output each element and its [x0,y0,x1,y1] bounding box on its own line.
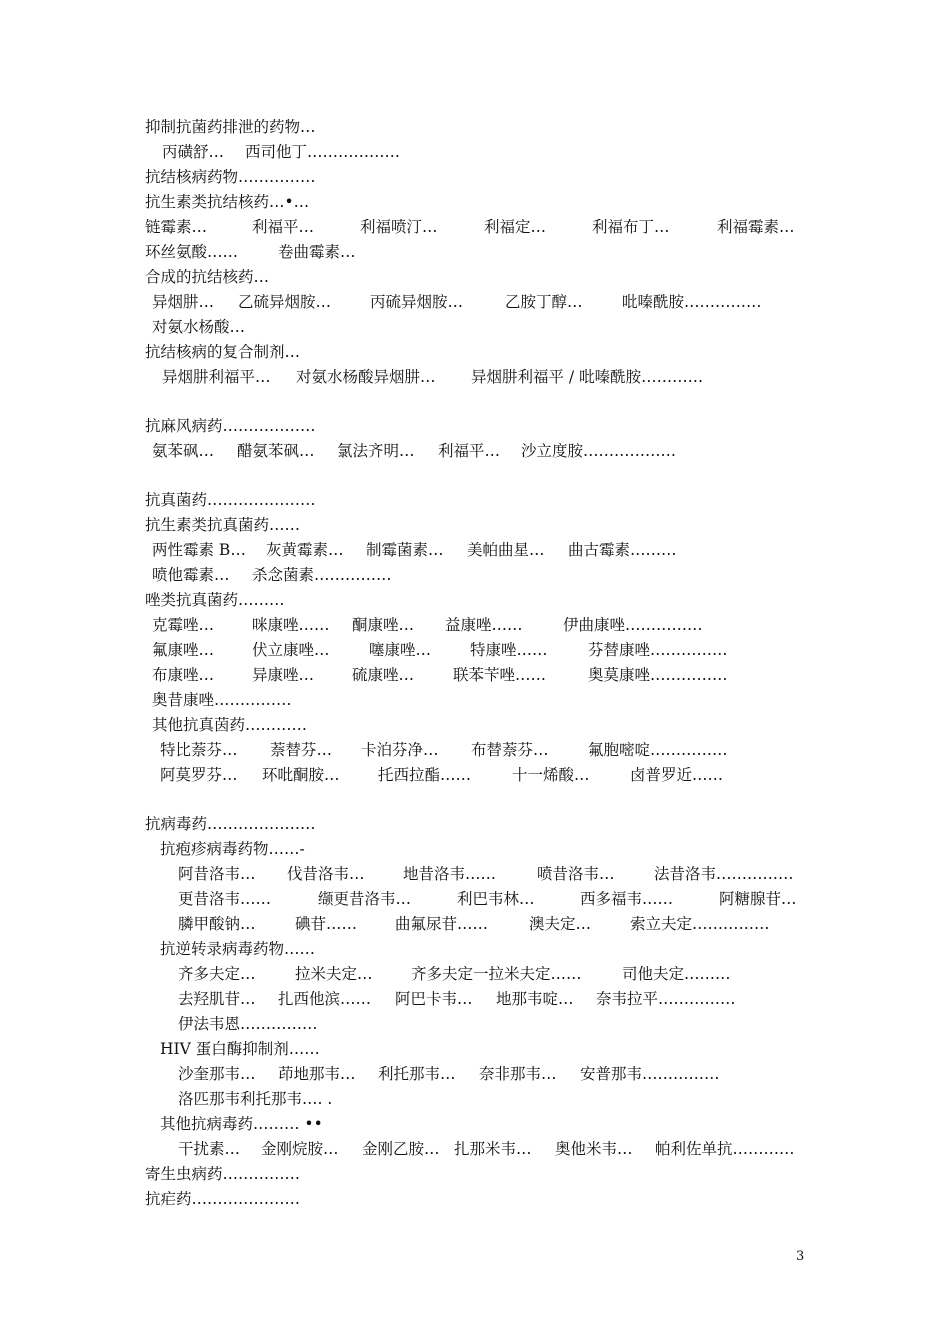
drug-item: 噻康唑… [369,641,432,659]
entry-line [0,664,950,686]
drug-item: 伐昔洛韦… [287,865,365,883]
drug-item: 利福喷汀… [360,218,438,236]
drug-item: 抗逆转录病毒药物…… [160,940,316,958]
section-heading [0,166,950,188]
drug-item: 缬更昔洛韦… [318,890,412,908]
drug-item: 异烟肼… [152,293,215,311]
entry-line [0,689,950,711]
entry-line [0,863,950,885]
drug-item: 氟康唑… [152,641,215,659]
entry-line [0,291,950,313]
drug-item: 拉米夫定… [295,965,373,983]
drug-item: 益康唑…… [445,616,523,634]
drug-item: 联苯苄唑…… [453,666,547,684]
drug-item: 其他抗病毒药……… •• [160,1115,323,1133]
drug-item: 伏立康唑… [252,641,330,659]
entry-line [0,714,950,736]
drug-item: 利福定… [484,218,547,236]
drug-item: 更昔洛韦…… [178,890,272,908]
section-heading [0,266,950,288]
drug-item: 金刚烷胺… [261,1140,339,1158]
drug-item: 特康唑…… [470,641,548,659]
drug-item: 奈非那韦… [479,1065,557,1083]
drug-item: 异烟肼利福平 / 吡嗪酰胺………… [471,368,704,386]
drug-item: 卡泊芬净… [361,741,439,759]
drug-item: 托西拉酯…… [378,766,472,784]
drug-item: 环丝氨酸…… [145,243,239,261]
section-heading [0,589,950,611]
drug-item: 布康唑… [152,666,215,684]
drug-item: 法昔洛韦…………… [654,865,794,883]
drug-item: 对氨水杨酸… [152,318,246,336]
page-number: 3 [796,1249,805,1264]
entry-line [0,614,950,636]
drug-item: 洛匹那韦利托那韦…. . [178,1090,333,1108]
entry-line [0,1063,950,1085]
drug-item: 其他抗真茵药………… [152,716,308,734]
drug-item: 沙立度胺……………… [521,442,677,460]
entry-line [0,888,950,910]
drug-item: 金刚乙胺… [362,1140,440,1158]
drug-item: 制霉菌素… [366,541,444,559]
drug-item: 干扰素… [178,1140,241,1158]
drug-item: 阿莫罗芬… [160,766,238,784]
drug-item: 抗结核病的复合制剂… [145,343,301,361]
section-heading [0,1163,950,1185]
drug-item: 扎那米韦… [454,1140,532,1158]
drug-item: 膦甲酸钠… [178,915,256,933]
drug-item: 卤普罗近…… [630,766,724,784]
drug-item: 抗疟药………………… [145,1190,301,1208]
entry-line [0,1113,950,1135]
drug-item: 醋氨苯砜… [237,442,315,460]
drug-item: 喷昔洛韦… [537,865,615,883]
drug-item: 芬替康唑…………… [588,641,728,659]
drug-item: 阿糖腺苷… [719,890,797,908]
drug-item: 去羟肌苷… [178,990,256,1008]
drug-item: 卷曲霉素… [278,243,356,261]
drug-item: 利托那韦… [378,1065,456,1083]
drug-item: 茚地那韦… [278,1065,356,1083]
section-heading [0,415,950,437]
drug-item: 齐多夫定… [178,965,256,983]
entry-line [0,913,950,935]
drug-item: 利巴韦林… [457,890,535,908]
entry-line [0,639,950,661]
drug-item: 氟胞嘧啶…………… [588,741,728,759]
section-heading [0,216,950,238]
drug-item: 灰黄霉素… [266,541,344,559]
drug-item: 硫康唑… [352,666,415,684]
section-heading [0,241,950,263]
drug-item: 西司他丁……………… [245,143,401,161]
entry-line [0,764,950,786]
drug-item: 奥他米韦… [555,1140,633,1158]
drug-item: 抗真菌药………………… [145,491,316,509]
drug-item: 抗生素类抗真菌药…… [145,516,301,534]
drug-item: 伊法韦恩…………… [178,1015,318,1033]
drug-item: 乙胺丁醇… [505,293,583,311]
drug-item: 利福平… [438,442,501,460]
section-heading [0,341,950,363]
drug-item: 丙硫异烟胺… [370,293,464,311]
drug-item: 咪康唑…… [252,616,330,634]
drug-item: 奥莫康唑…………… [588,666,728,684]
drug-item: 环吡酮胺… [262,766,340,784]
drug-item: 曲古霉素……… [568,541,677,559]
drug-item: 异康唑… [252,666,315,684]
drug-item: 合成的抗结核药… [145,268,270,286]
entry-line [0,539,950,561]
drug-item: 西多福韦…… [580,890,674,908]
entry-line [0,1013,950,1035]
drug-item: 沙奎那韦… [178,1065,256,1083]
drug-item: 抗结核病药物…………… [145,168,316,186]
entry-line [0,988,950,1010]
section-heading [0,116,950,138]
drug-item: 克霉唑… [152,616,215,634]
drug-item: 利福霉素… [717,218,795,236]
drug-item: 对氨水杨酸异烟肼… [296,368,436,386]
drug-item: 扎西他滨…… [278,990,372,1008]
section-heading [0,1188,950,1210]
drug-item: 司他夫定……… [622,965,731,983]
drug-item: 地昔洛韦…… [403,865,497,883]
drug-item: 美帕曲星… [467,541,545,559]
entry-line [0,366,950,388]
drug-item: 安普那韦…………… [580,1065,720,1083]
drug-item: 异烟肼利福平… [162,368,271,386]
drug-item: 地那韦啶… [496,990,574,1008]
entry-line [0,1138,950,1160]
drug-item: 布替萘芬… [471,741,549,759]
drug-item: 阿巴卡韦… [395,990,473,1008]
drug-item: 抗麻风病药……………… [145,417,316,435]
drug-item: 抗病毒药………………… [145,815,316,833]
drug-item: 奈韦拉平…………… [596,990,736,1008]
drug-item: 喷他霉素… [152,566,230,584]
section-heading [0,489,950,511]
entry-line [0,564,950,586]
drug-item: 链霉素… [145,218,208,236]
drug-item: 索立夫定…………… [630,915,770,933]
drug-item: HIV 蛋白酶抑制剂…… [160,1040,320,1058]
drug-item: 两性霉素 B… [152,541,246,559]
drug-item: 利福布丁… [592,218,670,236]
entry-line [0,739,950,761]
drug-item: 寄生虫病药…………… [145,1165,301,1183]
drug-item: 碘苷…… [295,915,358,933]
entry-line [0,1088,950,1110]
drug-item: 伊曲康唑…………… [563,616,703,634]
drug-item: 酮康唑… [352,616,415,634]
entry-line [0,316,950,338]
entry-line [0,141,950,163]
drug-item: 萘替芬… [270,741,333,759]
drug-item: 乙硫异烟胺… [238,293,332,311]
drug-item: 澳夫定… [529,915,592,933]
drug-item: 阿昔洛韦… [178,865,256,883]
drug-item: 丙磺舒… [162,143,225,161]
drug-item: 抗疱疹病毒药物……- [160,840,305,858]
drug-item: 特比萘芬… [160,741,238,759]
drug-item: 唑类抗真菌药……… [145,591,285,609]
entry-line [0,963,950,985]
drug-item: 杀念菌素…………… [252,566,392,584]
section-heading [0,191,950,213]
drug-item: 帕利佐单抗………… [655,1140,795,1158]
entry-line [0,838,950,860]
drug-item: 抗生素类抗结核药…•… [145,193,310,211]
entry-line [0,938,950,960]
drug-item: 齐多夫定一拉米夫定…… [411,965,582,983]
drug-item: 奥昔康唑…………… [152,691,292,709]
drug-item: 氯法齐明… [337,442,415,460]
drug-item: 利福平… [252,218,315,236]
drug-item: 曲氟尿苷…… [395,915,489,933]
section-heading [0,514,950,536]
entry-line [0,1038,950,1060]
entry-line [0,440,950,462]
drug-item: 十一烯酸… [512,766,590,784]
drug-item: 氨苯砜… [152,442,215,460]
drug-item: 抑制抗菌药排泄的药物… [145,118,316,136]
section-heading [0,813,950,835]
drug-item: 吡嗪酰胺…………… [622,293,762,311]
